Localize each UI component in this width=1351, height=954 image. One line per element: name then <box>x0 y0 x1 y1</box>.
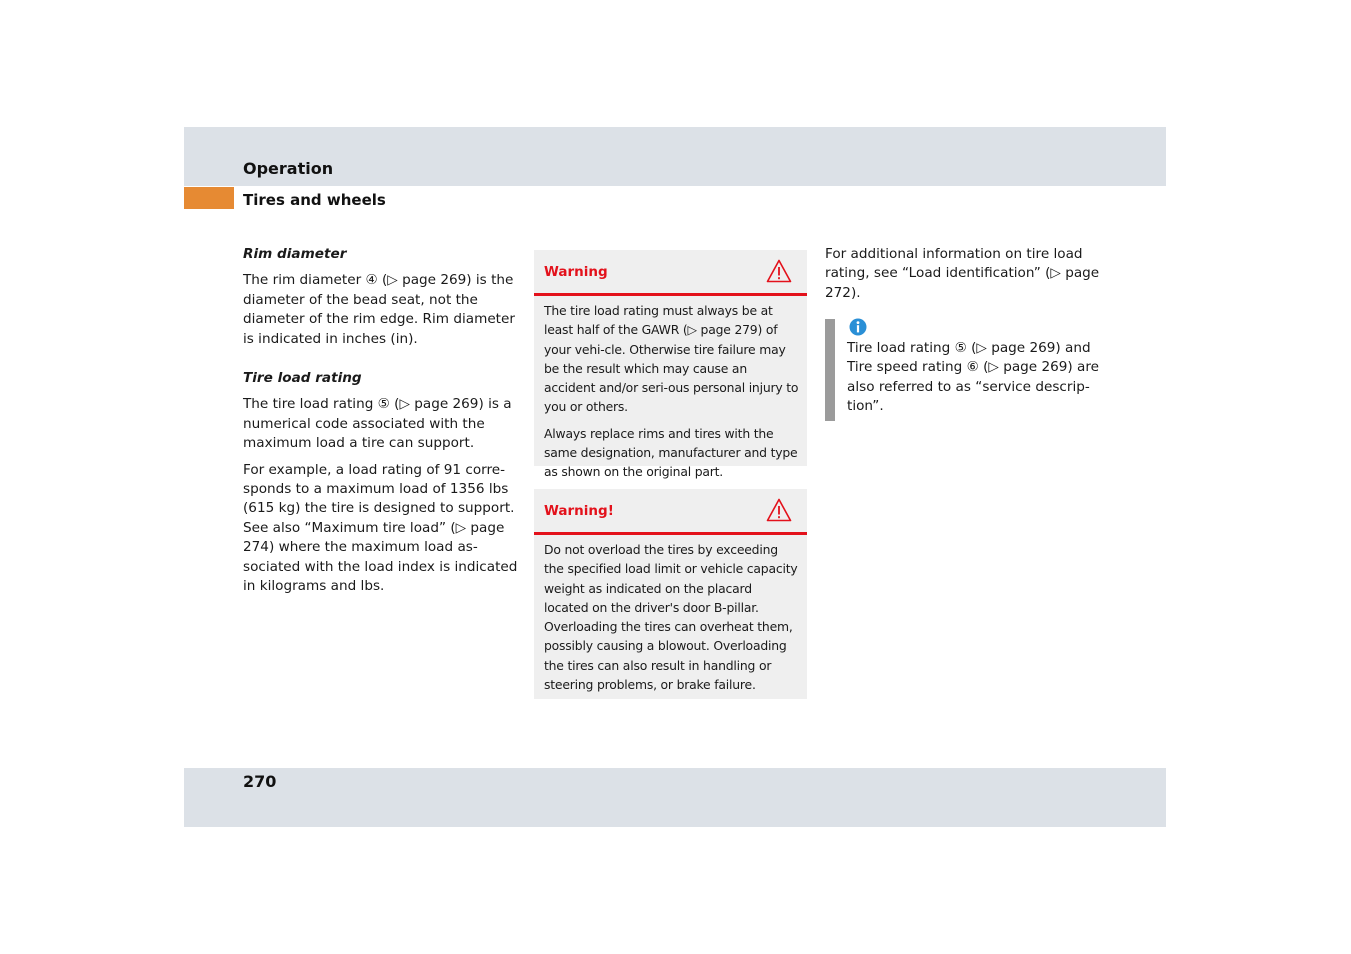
warning-title: Warning! <box>544 503 614 519</box>
tire-load-rating-heading: Tire load rating <box>243 370 362 387</box>
column-left <box>243 245 521 604</box>
section-title: Operation <box>243 159 334 178</box>
warning-body <box>534 296 807 488</box>
info-note-text: Tire load rating ⑤ (▷ page 269) and Tire speed rating ⑥ (▷ page 269) are also referred to as “service descrip-tion”. <box>847 340 1100 415</box>
footer-band <box>184 768 1166 827</box>
warning-paragraph: Always replace rims and tires with the same designation, manufacturer and type as shown on the original part. <box>544 425 798 480</box>
rim-diameter-heading: Rim diameter <box>243 246 347 262</box>
warning-box-overload <box>534 489 807 699</box>
warning-triangle-icon <box>766 498 792 522</box>
additional-info-text: For additional information on tire load rating, see “Load identification” (▷ page 272). <box>825 246 1100 301</box>
tire-load-rating-text: The tire load rating ⑤ (▷ page 269) is a numerical code associated with the maximum load a tire can support. <box>243 396 512 452</box>
rim-diameter-text: The rim diameter ④ (▷ page 269) is the diameter of the bead seat, not the diameter of the rim edge. Rim diameter is indicated in inches (in). <box>243 272 515 347</box>
warning-paragraph: The tire load rating must always be at least half of the GAWR (▷ page 279) of your vehi-cle. Otherwise tire failure may be the result which may cause an accident and/or seri-ous personal injury to you or others. <box>544 303 799 415</box>
info-sidebar <box>825 319 835 421</box>
section-marker <box>184 187 234 209</box>
warning-paragraph: Do not overload the tires by exceeding the specified load limit or vehicle capacity weight as indicated on the placard located on the driver's door B-pillar. Overloading the tires can overheat them, possibly causing a blowout. Overloading the tires can also result in handling or steering problems, or brake failure. <box>544 542 798 693</box>
subsection-title: Tires and wheels <box>243 191 386 209</box>
info-icon <box>849 318 867 336</box>
tire-load-example-text: For example, a load rating of 91 corre-sponds to a maximum load of 1356 lbs (615 kg) the tire is designed to support. See also “Maximum tire load” (▷ page 274) where the maximum load as-sociated with the load index is indicated in kilograms and lbs. <box>243 461 518 595</box>
warning-box-load-rating <box>534 250 807 480</box>
page-number: 270 <box>243 772 277 791</box>
warning-header <box>534 489 807 535</box>
warning-triangle-icon <box>766 259 792 283</box>
warning-body <box>534 535 807 700</box>
warning-title: Warning <box>544 264 608 280</box>
warning-header <box>534 250 807 296</box>
